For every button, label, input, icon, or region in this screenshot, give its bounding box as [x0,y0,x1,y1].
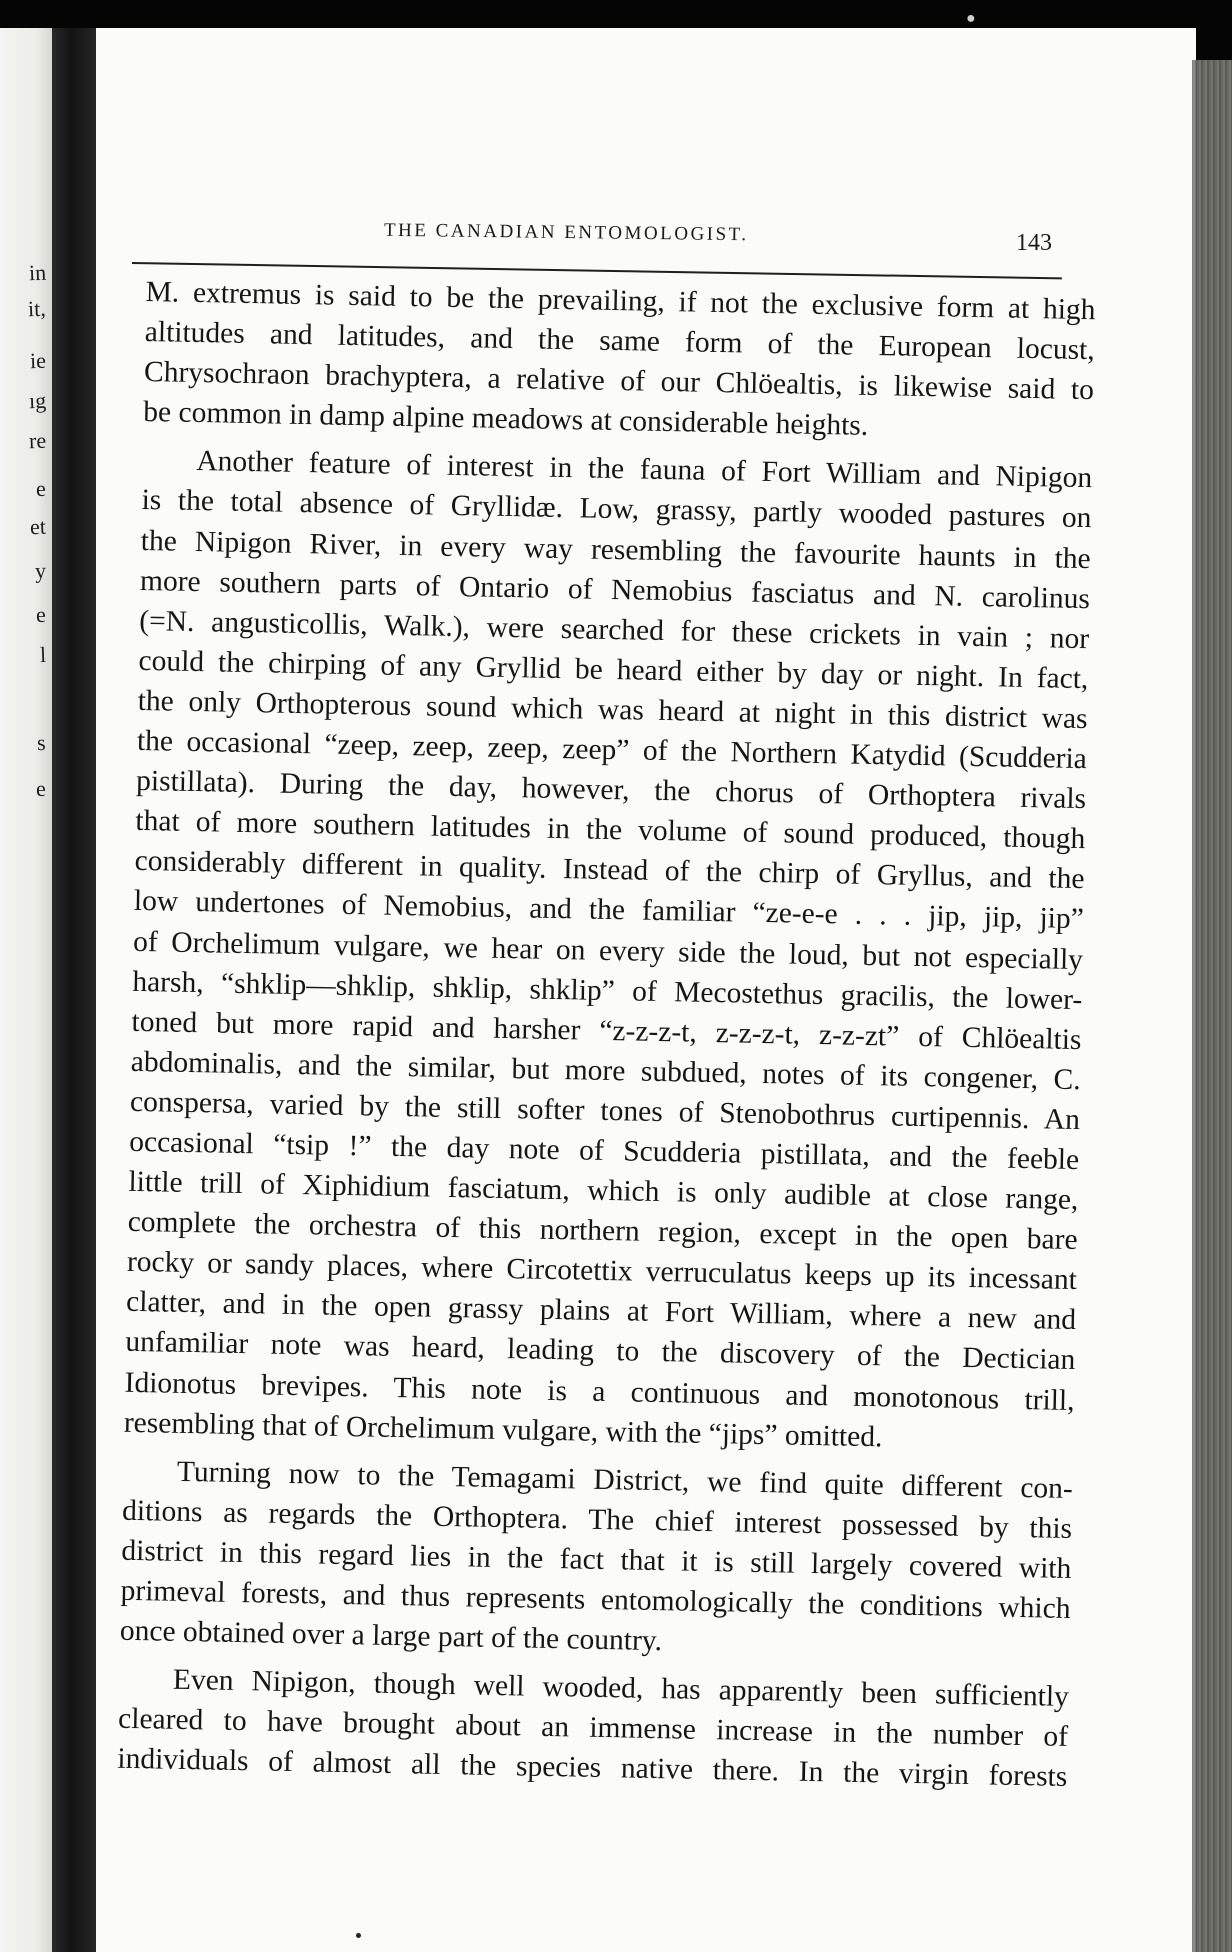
page-number: 143 [1016,230,1052,256]
paragraph [120,1451,1074,1670]
text-line: clatter, and in the open grassy plains at Fort William, where a new and [125,1286,1077,1337]
previous-page-fragment: e [35,775,47,802]
previous-page-fragment: s [36,729,47,756]
text-line: abdominalis, and the similar, but more subdued, notes of its congener, C. [130,1045,1081,1096]
text-line: unfamiliar note was heard, leading to the discovery of the Dectician [125,1326,1076,1377]
text-line: low undertones of Nemobius, and the familiar “ze-e-e . . . jip, jip, jip” [133,885,1085,936]
text-line: Even Nipigon, though well wooded, has apparently been sufficiently [172,1663,1070,1714]
text-line: be common in damp alpine meadows at considerable heights. [142,396,869,443]
scan-top-mark: ● [966,10,976,27]
text-line: cleared to have brought about an immense increase in the number of [117,1703,1069,1754]
text-line: (=N. angusticollis, Walk.), were searched for these crickets in vain ; nor [138,604,1090,655]
previous-page-fragment: e [35,475,47,502]
page-header [116,200,1126,260]
previous-page-fragment: in [28,259,47,286]
running-head: THE CANADIAN ENTOMOLOGIST. [383,219,749,246]
previous-page-fragment: re [28,427,47,454]
scan-speck [356,1933,361,1938]
paragraph [143,272,1096,451]
text-line: occasional “tsip !” the day note of Scudderia pistillata, and the feeble [128,1125,1080,1177]
text-line: Idionotus brevipes. This note is a continuous and monotonous trill, [124,1366,1075,1417]
previous-page-fragment: et [29,513,47,540]
previous-page-fragment: ıg [28,387,47,414]
text-line: toned but more rapid and harsher “z-z-z-t, z-z-z-t, z-z-zt” of Chlöealtis [131,1005,1082,1056]
previous-page-fragment: y [34,557,47,584]
paragraph [117,1659,1069,1797]
text-line: more southern parts of Ontario of Nemobius fasciatus and N. carolinus [139,564,1091,615]
text-line: M. extremus is said to be the prevailing, if not the exclusive form at high [145,275,1096,327]
text-line: the Nipigon River, in every way resembling the favourite haunts in the [140,524,1091,575]
text-line: harsh, “shklip—shklip, shklip, shklip” of Mecostethus gracilis, the lower- [132,965,1083,1016]
book-page [96,28,1196,1952]
text-line: the occasional “zeep, zeep, zeep, zeep” of the Northern Katydid (Scudderia [136,724,1088,776]
text-line: Chrysochraon brachyptera, a relative of our Chlöealtis, is likewise said to [143,356,1095,407]
book-gutter [52,28,100,1952]
previous-page-edge [0,28,52,1952]
text-line: little trill of Xiphidium fasciatum, which is only audible at close range, [128,1165,1079,1217]
text-line: district in this regard lies in the fact that it is still largely covered with [121,1534,1072,1585]
page-stack-edge [1192,60,1232,1952]
text-line: considerably different in quality. Instead of the chirp of Gryllus, and the [134,845,1085,896]
text-line: complete the orchestra of this northern region, except in the open bare [127,1205,1078,1257]
text-line: altitudes and latitudes, and the same form of the European locust, [144,316,1095,367]
previous-page-fragment: ie [29,347,47,374]
text-line: Another feature of interest in the fauna of Fort William and Nipigon [196,445,1093,495]
text-line: that of more southern latitudes in the volume of sound produced, though [135,805,1086,856]
previous-page-fragment: l [39,641,47,668]
text-line: ditions as regards the Orthoptera. The chief interest possessed by this [121,1494,1073,1545]
text-line: Turning now to the Temagami District, we find quite different con- [176,1455,1074,1505]
text-line: once obtained over a large part of the country. [119,1614,663,1658]
text-line: individuals of almost all the species native there. In the virgin forests [117,1743,1068,1794]
text-line: the only Orthopterous sound which was heard at night in this district was [137,684,1088,736]
text-line: pistillata). During the day, however, the chorus of Orthoptera rivals [135,765,1087,816]
text-line: is the total absence of Gryllidæ. Low, grassy, partly wooded pastures on [141,484,1092,535]
text-line: primeval forests, and thus represents entomologically the conditions which [120,1574,1071,1625]
body-text [117,272,1096,1797]
text-line: resembling that of Orchelimum vulgare, with the “jips” omitted. [123,1406,883,1453]
paragraph [124,440,1093,1460]
text-line: rocky or sandy places, where Circotettix verruculatus keeps up its incessant [126,1246,1078,1297]
previous-page-fragment: it, [27,295,47,322]
previous-page-fragment: e [35,601,47,628]
text-line: of Orchelimum vulgare, we hear on every side the loud, but not especially [132,925,1084,976]
text-line: conspersa, varied by the still softer tones of Stenobothrus curtipennis. An [129,1085,1081,1136]
text-line: could the chirping of any Gryllid be heard either by day or night. In fact, [138,644,1089,696]
